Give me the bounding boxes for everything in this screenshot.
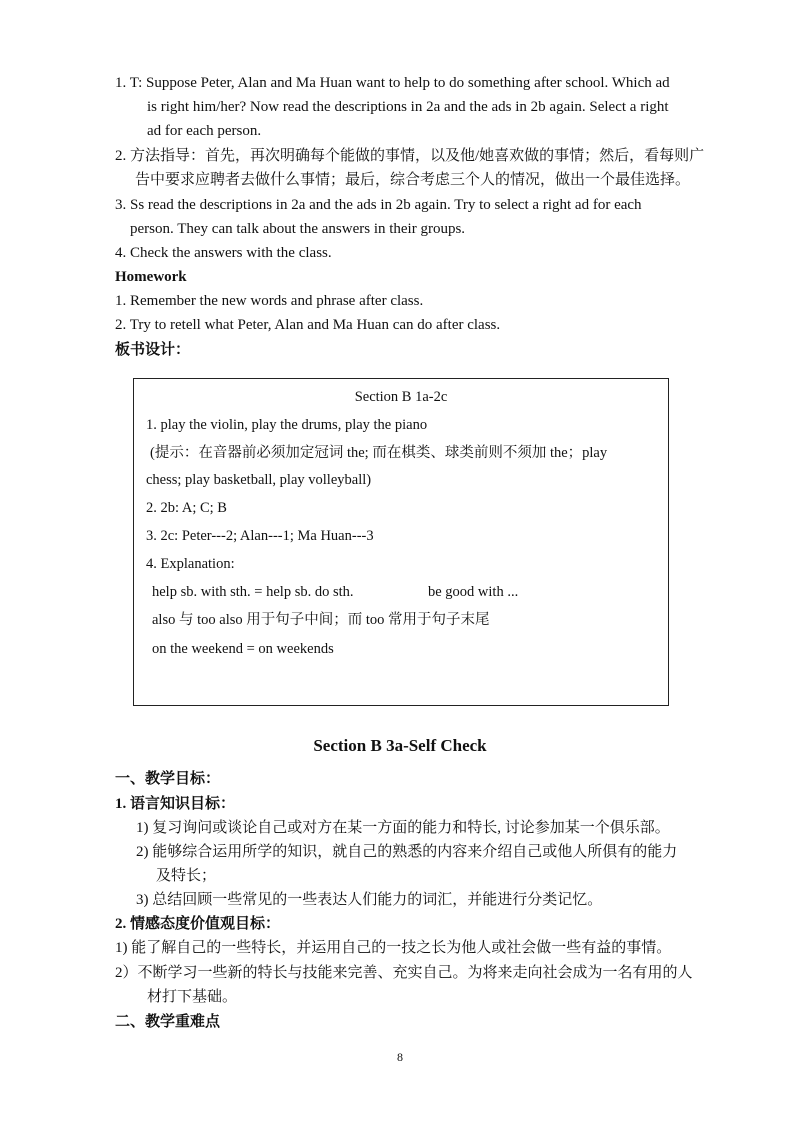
step-1-line-1: 1. T: Suppose Peter, Alan and Ma Huan want to help to do something after school. Which ad bbox=[115, 75, 670, 91]
key-difficulties-heading: 二、教学重难点 bbox=[115, 1014, 221, 1030]
homework-heading: Homework bbox=[115, 269, 187, 285]
board-line-6: 4. Explanation: bbox=[146, 556, 235, 572]
teaching-goals-heading: 一、教学目标： bbox=[115, 771, 221, 787]
emotion-goal-2-cont: 材打下基础。 bbox=[147, 989, 238, 1005]
step-2-line-1: 2. 方法指导：首先，再次明确每个能做的事情，以及他/她喜欢做的事情；然后，看每则广 bbox=[115, 148, 705, 164]
homework-item-2: 2. Try to retell what Peter, Alan and Ma Huan can do after class. bbox=[115, 317, 501, 333]
board-line-5: 3. 2c: Peter---2; Alan---1; Ma Huan---3 bbox=[146, 528, 374, 544]
homework-item-1: 1. Remember the new words and phrase after class. bbox=[115, 293, 424, 309]
language-goals-heading: 1. 语言知识目标： bbox=[115, 796, 236, 812]
language-goal-2: 2) 能够综合运用所学的知识，就自己的熟悉的内容来介绍自己或他人所俱有的能力 bbox=[136, 844, 678, 860]
board-design-heading: 板书设计： bbox=[115, 342, 191, 358]
emotion-goals-heading: 2. 情感态度价值观目标： bbox=[115, 916, 281, 932]
section-title: Section B 3a-Self Check bbox=[313, 736, 487, 755]
step-3-line-2: person. They can talk about the answers in their groups. bbox=[130, 221, 466, 237]
emotion-goal-1: 1) 能了解自己的一些特长，并运用自己的一技之长为他人或社会做一些有益的事情。 bbox=[115, 940, 672, 956]
board-title: Section B 1a-2c bbox=[354, 389, 448, 405]
board-line-3: chess; play basketball, play volleyball) bbox=[146, 472, 372, 488]
page-number: 8 bbox=[397, 1050, 403, 1064]
board-design-box bbox=[133, 378, 669, 706]
board-line-8: be good with ... bbox=[428, 584, 519, 600]
board-line-1: 1. play the violin, play the drums, play the piano bbox=[146, 417, 428, 433]
step-1-line-3: ad for each person. bbox=[147, 123, 262, 139]
board-line-4: 2. 2b: A; C; B bbox=[146, 500, 227, 516]
emotion-goal-2: 2）不断学习一些新的特长与技能来完善、充实自己。为将来走向社会成为一名有用的人 bbox=[115, 965, 693, 981]
language-goal-1: 1) 复习询问或谈论自己或对方在某一方面的能力和特长, 讨论参加某一个俱乐部。 bbox=[136, 820, 670, 836]
step-2-line-2: 告中要求应聘者去做什么事情；最后，综合考虑三个人的情况，做出一个最佳选择。 bbox=[135, 172, 691, 188]
board-line-2: (提示：在音器前必须加定冠词 the; 而在棋类、球类前则不须加 the；play bbox=[150, 445, 608, 461]
step-1-line-2: is right him/her? Now read the descriptions in 2a and the ads in 2b again. Select a right bbox=[147, 99, 669, 115]
board-line-7: help sb. with sth. = help sb. do sth. bbox=[152, 584, 354, 600]
step-3-line-1: 3. Ss read the descriptions in 2a and the ads in 2b again. Try to select a right ad for each bbox=[115, 197, 642, 213]
step-4: 4. Check the answers with the class. bbox=[115, 245, 332, 261]
language-goal-2-cont: 及特长； bbox=[156, 868, 217, 884]
board-line-10: on the weekend = on weekends bbox=[152, 641, 334, 657]
language-goal-3: 3) 总结回顾一些常见的一些表达人们能力的词汇，并能进行分类记忆。 bbox=[136, 892, 603, 908]
board-line-9: also 与 too also 用于句子中间；而 too 常用于句子末尾 bbox=[152, 612, 490, 628]
